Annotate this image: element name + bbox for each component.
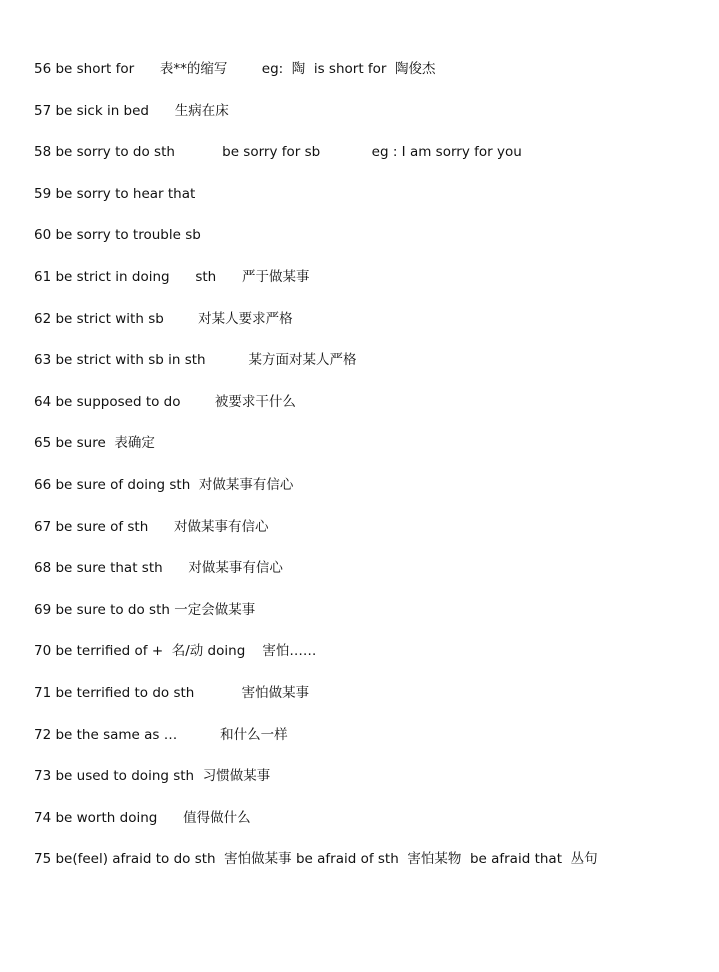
list-item: 59 be sorry to hear that [34, 185, 196, 202]
list-item: 74 be worth doing 值得做什么 [34, 809, 251, 826]
list-item: 60 be sorry to trouble sb [34, 227, 201, 244]
list-item: 64 be supposed to do 被要求干什么 [34, 393, 296, 410]
list-item: 75 be(feel) afraid to do sth 害怕做某事 be afraid of sth 害怕某物 be afraid that 丛句 [34, 851, 598, 868]
list-item: 58 be sorry to do sth be sorry for sb eg : I am sorry for you [34, 144, 522, 161]
list-item: 67 be sure of sth 对做某事有信心 [34, 518, 269, 535]
list-item: 57 be sick in bed 生病在床 [34, 102, 229, 119]
list-item: 63 be strict with sb in sth 某方面对某人严格 [34, 352, 357, 369]
list-item: 62 be strict with sb 对某人要求严格 [34, 310, 293, 327]
list-item: 56 be short for 表**的缩写 eg: 陶 is short for 陶俊杰 [34, 61, 436, 77]
list-item: 66 be sure of doing sth 对做某事有信心 [34, 476, 294, 493]
list-item: 69 be sure to do sth 一定会做某事 [34, 601, 256, 618]
list-item: 65 be sure 表确定 [34, 435, 155, 452]
list-item: 68 be sure that sth 对做某事有信心 [34, 560, 283, 577]
list-item: 70 be terrified of + 名/动 doing 害怕…… [34, 643, 317, 660]
list-item: 61 be strict in doing sth 严于做某事 [34, 268, 310, 285]
list-item: 71 be terrified to do sth 害怕做某事 [34, 684, 310, 701]
phrase-list [34, 58, 704, 890]
list-item: 72 be the same as … 和什么一样 [34, 726, 288, 743]
list-item: 73 be used to doing sth 习惯做某事 [34, 768, 271, 785]
